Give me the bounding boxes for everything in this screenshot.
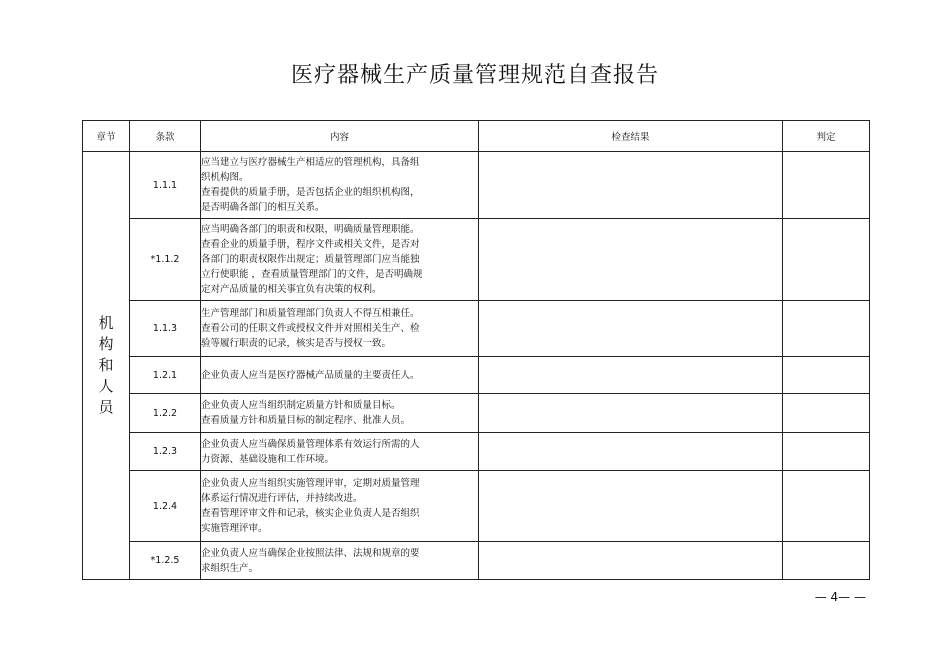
table-row [83, 301, 870, 357]
table-header-row [83, 121, 870, 152]
content-line: 应当明确各部门的职责和权限，明确质量管理职能。 [201, 224, 420, 235]
content-line: 应当建立与医疗器械生产相适应的管理机构，具备组 [201, 157, 420, 168]
content-line: 企业负责人应当是医疗器械产品质量的主要责任人。 [201, 369, 420, 381]
result-cell[interactable] [479, 471, 783, 542]
content-cell [201, 152, 479, 219]
content-line: 查看企业的质量手册，程序文件或相关文件，是否对 [201, 239, 420, 250]
content-line: 企业负责人应当确保企业按照法律、法规和规章的要 [201, 547, 420, 559]
content-line: 织机构图。 [201, 172, 249, 183]
table-row [83, 357, 870, 394]
content-line: 各部门的职责权限作出规定；质量管理部门应当能独 [201, 254, 420, 265]
clause-cell: 1.1.1 [130, 152, 201, 219]
content-line: 立行使职能 ，查看质量管理部门的文件，是否明确规 [201, 269, 423, 280]
content-line: 查看公司的任职文件或授权文件并对照相关生产、检 [201, 323, 420, 334]
content-line: 企业负责人应当确保质量管理体系有效运行所需的人 [201, 438, 420, 450]
content-line: 查看质量方针和质量目标的制定程序、批准人员。 [201, 415, 411, 426]
judgement-cell[interactable] [783, 219, 870, 301]
clause-cell: 1.2.3 [130, 433, 201, 471]
content-cell [201, 357, 479, 394]
table-row [83, 433, 870, 471]
content-cell [201, 542, 479, 580]
chapter-label: 机构和人员 [98, 314, 114, 416]
table-row [83, 471, 870, 542]
document-title: 医疗器械生产质量管理规范自查报告 [290, 63, 659, 88]
table-row [83, 394, 870, 433]
content-line: 求组织生产。 [201, 562, 259, 574]
content-line: 生产管理部门和质量管理部门负责人不得互相兼任。 [201, 308, 420, 319]
content-cell [201, 394, 479, 433]
judgement-cell[interactable] [783, 394, 870, 433]
judgement-cell[interactable] [783, 471, 870, 542]
clause-cell: 1.2.4 [130, 471, 201, 542]
chapter-cell [83, 152, 130, 580]
header-judgement: 判定 [783, 121, 870, 152]
content-line: 是否明确各部门的相互关系。 [201, 202, 325, 213]
content-line: 查看提供的质量手册，是否包括企业的组织机构图， [201, 187, 420, 198]
header-chapter: 章节 [83, 121, 130, 152]
content-line: 力资源、基础设施和工作环境。 [201, 453, 335, 465]
table-row [83, 542, 870, 580]
clause-cell: *1.1.2 [130, 219, 201, 301]
table-row [83, 152, 870, 219]
content-line: 体系运行情况进行评估，并持续改进。 [201, 493, 363, 504]
content-line: 企业负责人应当组织制定质量方针和质量目标。 [201, 400, 401, 411]
result-cell[interactable] [479, 152, 783, 219]
clause-cell: 1.2.2 [130, 394, 201, 433]
header-content: 内容 [201, 121, 479, 152]
judgement-cell[interactable] [783, 433, 870, 471]
content-line: 查看管理评审文件和记录，核实企业负责人是否组织 [201, 508, 420, 519]
header-clause: 条款 [130, 121, 201, 152]
judgement-cell[interactable] [783, 301, 870, 357]
clause-cell: *1.2.5 [130, 542, 201, 580]
content-line: 实施管理评审。 [201, 523, 268, 534]
judgement-cell[interactable] [783, 357, 870, 394]
result-cell[interactable] [479, 542, 783, 580]
clause-cell: 1.2.1 [130, 357, 201, 394]
clause-cell: 1.1.3 [130, 301, 201, 357]
result-cell[interactable] [479, 301, 783, 357]
content-line: 验等履行职责的记录，核实是否与授权一致。 [201, 338, 392, 349]
content-line: 定对产品质量的相关事宜负有决策的权利。 [201, 284, 382, 295]
header-result: 检查结果 [479, 121, 783, 152]
content-cell [201, 301, 479, 357]
result-cell[interactable] [479, 357, 783, 394]
result-cell[interactable] [479, 433, 783, 471]
content-line: 企业负责人应当组织实施管理评审，定期对质量管理 [201, 478, 420, 489]
content-cell [201, 219, 479, 301]
self-inspection-table [82, 120, 870, 580]
content-cell [201, 433, 479, 471]
result-cell[interactable] [479, 219, 783, 301]
content-cell [201, 471, 479, 542]
judgement-cell[interactable] [783, 152, 870, 219]
page-number: — 4— — [814, 590, 866, 604]
table-row [83, 219, 870, 301]
judgement-cell[interactable] [783, 542, 870, 580]
result-cell[interactable] [479, 394, 783, 433]
